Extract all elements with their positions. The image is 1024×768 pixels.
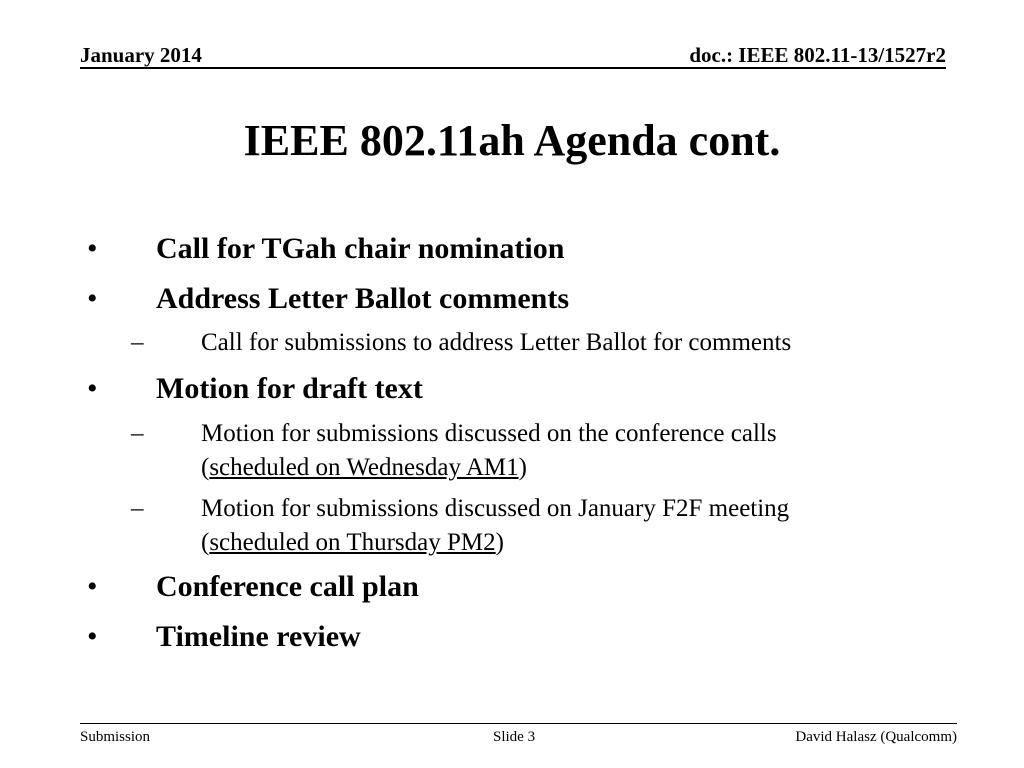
footer-divider bbox=[80, 723, 957, 724]
subitem-f2f-meeting-motion: Motion for submissions discussed on January F2F meeting bbox=[201, 495, 790, 522]
paren-close: ) bbox=[518, 454, 527, 481]
dash-icon: – bbox=[131, 329, 144, 356]
bullet-icon: • bbox=[87, 620, 98, 653]
paren-open: ( bbox=[201, 454, 210, 481]
paren-close: ) bbox=[495, 529, 504, 556]
subitem-conference-calls-motion: Motion for submissions discussed on the conference calls bbox=[201, 420, 777, 447]
bullet-icon: • bbox=[87, 372, 98, 405]
subitem-call-for-submissions: Call for submissions to address Letter Ballot for comments bbox=[201, 329, 792, 356]
subitem-conference-calls-schedule bbox=[201, 451, 527, 485]
agenda-item-timeline-review: Timeline review bbox=[156, 620, 361, 653]
agenda-item-letter-ballot: Address Letter Ballot comments bbox=[156, 282, 569, 315]
bullet-icon: • bbox=[87, 570, 98, 603]
dash-icon: – bbox=[131, 420, 144, 447]
header-divider bbox=[80, 67, 946, 69]
agenda-item-conference-call-plan: Conference call plan bbox=[156, 570, 419, 603]
bullet-icon: • bbox=[87, 232, 98, 265]
footer-author: David Halasz (Qualcomm) bbox=[795, 729, 957, 745]
paren-open: ( bbox=[201, 529, 210, 556]
agenda-item-chair-nomination: Call for TGah chair nomination bbox=[156, 232, 565, 265]
dash-icon: – bbox=[131, 495, 144, 522]
bullet-icon: • bbox=[87, 282, 98, 315]
slide-title: IEEE 802.11ah Agenda cont. bbox=[243, 116, 781, 165]
subitem-f2f-meeting-schedule bbox=[201, 526, 504, 560]
schedule-link-thursday-pm2[interactable]: scheduled on Thursday PM2 bbox=[209, 529, 496, 556]
schedule-link-wednesday-am1[interactable]: scheduled on Wednesday AM1 bbox=[209, 454, 519, 481]
agenda-item-draft-text-motion: Motion for draft text bbox=[156, 372, 423, 405]
footer-submission: Submission bbox=[80, 729, 151, 745]
footer-slide-number: Slide 3 bbox=[493, 729, 536, 745]
header-doc-number: doc.: IEEE 802.11-13/1527r2 bbox=[689, 43, 946, 67]
header-date: January 2014 bbox=[80, 43, 202, 67]
